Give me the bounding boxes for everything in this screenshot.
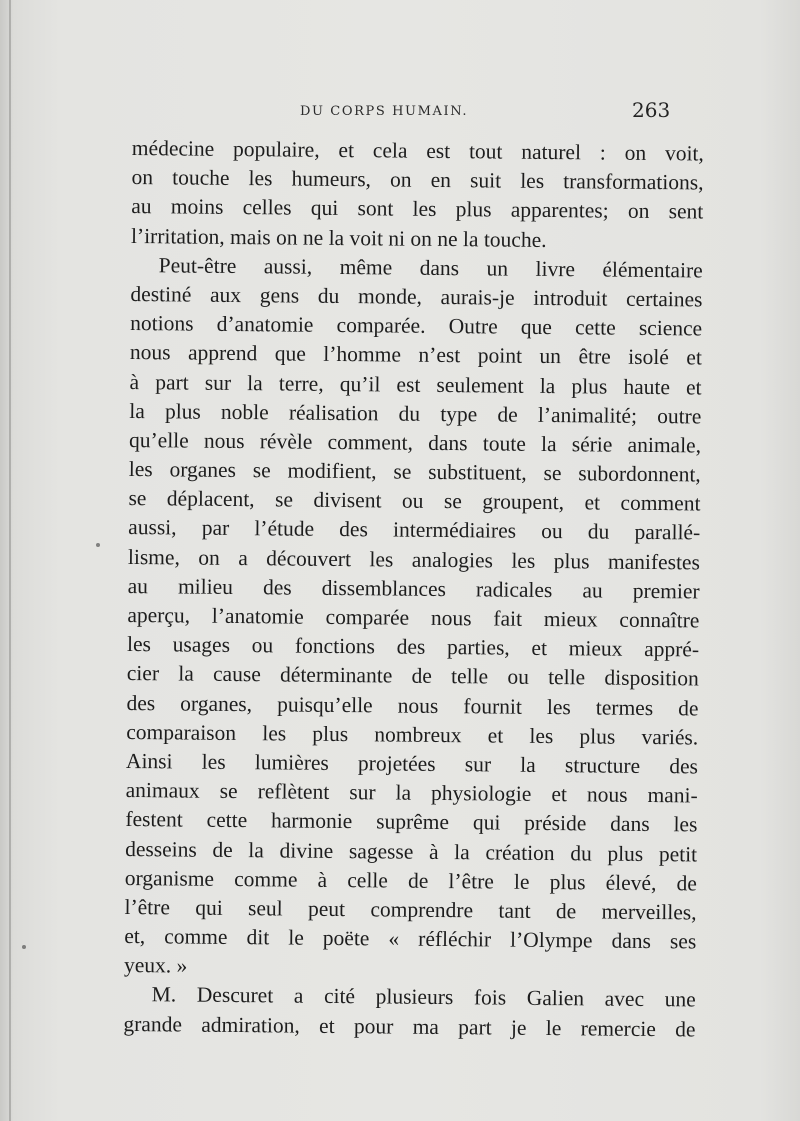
text-line: au moins celles qui sont les plus apparentes; on sent [131, 194, 704, 224]
text-line: à part sur la terre, qu’il est seulement la plus haute et [129, 369, 702, 399]
text-line: Ainsi les lumières projetées sur la structure des [125, 748, 699, 779]
text-line: aussi, par l’étude des intermédiaires ou du parallé- [128, 515, 701, 545]
text-line: M. Descuret a cité plusieurs fois Galien avec une [151, 982, 696, 1012]
margin-speck [22, 945, 26, 949]
binding-edge [9, 0, 11, 1121]
text-line: desseins de la divine sagesse à la création du plus petit [125, 836, 698, 866]
page-header [0, 98, 800, 128]
text-line: la plus noble réalisation du type de l’animalité; outre [129, 398, 702, 429]
text-line: nous apprend que l’homme n’est point un être isolé et [129, 340, 702, 370]
text-line: au milieu des dissemblances radicales au premier [127, 573, 700, 604]
text-line: yeux. » [123, 953, 188, 978]
text-line: destiné aux gens du monde, aurais-je introduit certaines [130, 281, 703, 312]
page-number: 263 [632, 98, 671, 122]
text-line: organisme comme à celle de l’être le plus élevé, de [124, 865, 697, 896]
text-line: et, comme dit le poëte « réfléchir l’Olympe dans ses [124, 924, 697, 954]
text-line: les organes se modifient, se substituent, se subordonnent, [128, 457, 701, 487]
running-head: DU CORPS HUMAIN. [300, 104, 469, 119]
text-line: comparaison les plus nombreux et les plus variés. [126, 719, 699, 750]
body-text [123, 134, 704, 1044]
text-line: se déplacent, se divisent ou se groupent, et comment [128, 486, 701, 516]
text-line: grande admiration, et pour ma part je le remercie de [123, 1011, 696, 1042]
text-line: cier la cause déterminante de telle ou telle disposition [126, 661, 699, 691]
text-line: lisme, on a découvert les analogies les plus manifestes [127, 544, 701, 575]
text-line: qu’elle nous révèle comment, dans toute la série animale, [128, 427, 702, 458]
text-line: l’irritation, mais on ne la voit ni on ne la touche. [130, 223, 547, 252]
text-line: l’être qui seul peut comprendre tant de merveilles, [124, 894, 697, 925]
text-line: médecine populaire, et cela est tout naturel : on voit, [131, 135, 704, 166]
margin-speck [96, 543, 100, 547]
text-line: notions d’anatomie comparée. Outre que cette science [130, 311, 703, 341]
text-line: des organes, puisqu’elle nous fournit les termes de [126, 690, 699, 721]
text-line: on touche les humeurs, on en suit les transformations, [131, 165, 704, 195]
text-line: festent cette harmonie suprême qui préside dans les [125, 807, 698, 837]
text-line: aperçu, l’anatomie comparée nous fait mieux connaître [127, 602, 700, 633]
text-line: animaux se reflètent sur la physiologie et nous mani- [125, 778, 698, 808]
text-line: les usages ou fonctions des parties, et mieux appré- [126, 632, 700, 662]
text-line: Peut-être aussi, même dans un livre élémentaire [158, 253, 703, 283]
